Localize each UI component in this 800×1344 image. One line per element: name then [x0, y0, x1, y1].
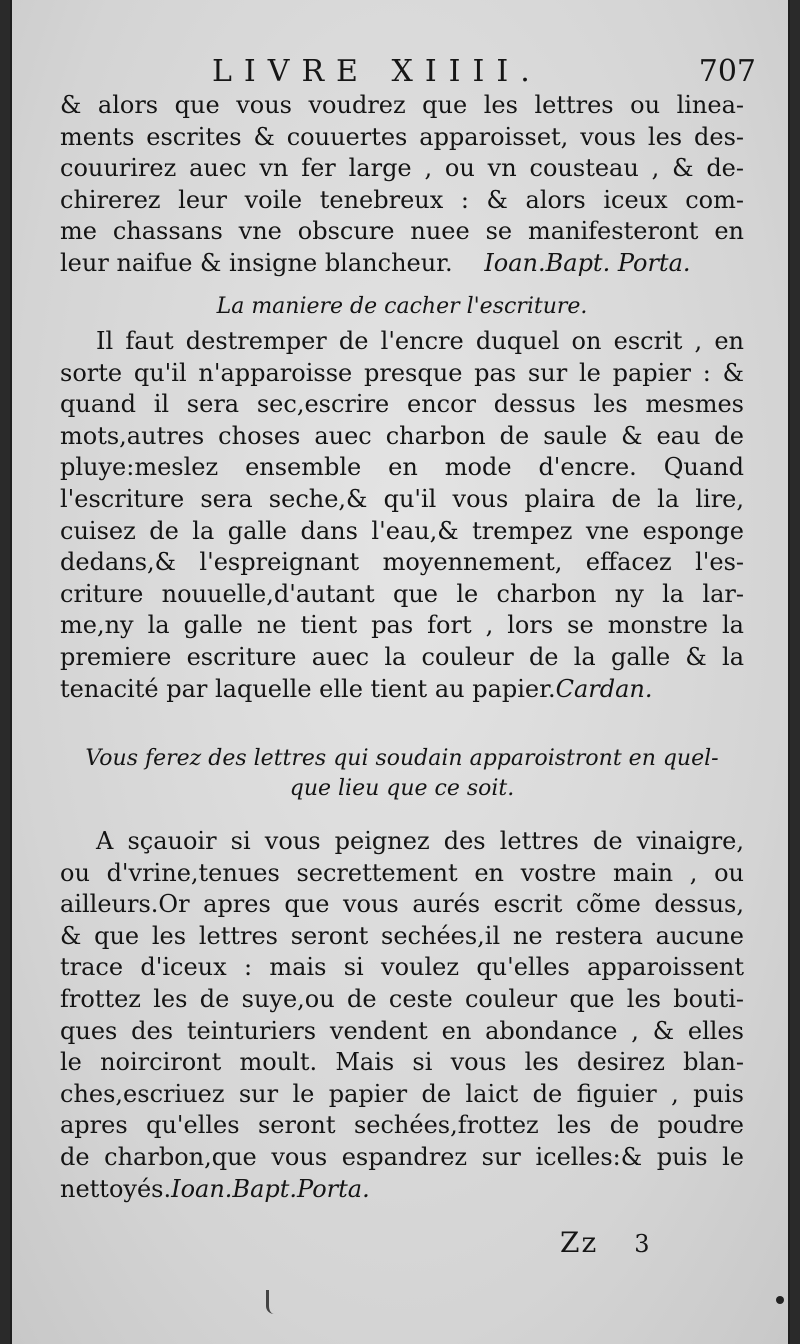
text-line: chirerez leur voile tenebreux : & alors iceux com-: [60, 185, 744, 214]
text-line: mots,autres choses auec charbon de saule & eau de: [60, 421, 744, 450]
paragraph-3: [60, 826, 744, 1205]
text-line: pluye:meslez ensemble en mode d'encre. Quand: [60, 453, 744, 482]
book-title: LIVRE XIIII.: [212, 54, 542, 89]
text-line: A sçauoir si vous peignez des lettres de vinaigre,: [96, 827, 744, 855]
paragraph-1: [60, 90, 744, 280]
citation: Ioan.Bapt. Porta.: [484, 248, 691, 277]
section-heading-1: [60, 292, 744, 322]
signature-number: 3: [634, 1230, 652, 1258]
citation: Ioan.Bapt.Porta.: [171, 1174, 370, 1203]
section-heading-2: [60, 744, 744, 804]
text-line: criture nouuelle,d'autant que le charbon ny la lar-: [60, 579, 744, 608]
citation: Cardan.: [555, 674, 653, 703]
text-fragment: leur naifue & insigne blancheur.: [60, 248, 453, 277]
text-line: [60, 674, 744, 706]
text-line: me,ny la galle ne tient pas fort , lors se monstre la: [60, 611, 744, 640]
text-line: dedans,& l'espreignant moyennement, effacez l'es-: [60, 548, 744, 577]
signature-mark: [560, 1226, 652, 1259]
heading-line: Vous ferez des lettres qui soudain apparoistront en quel-: [85, 746, 719, 771]
text-line: Il faut destremper de l'encre duquel on escrit , en: [96, 327, 744, 355]
text-fragment: nettoyés.: [60, 1174, 172, 1203]
text-line: apres qu'elles seront sechées,frottez les de poudre: [60, 1111, 744, 1140]
text-line: ou d'vrine,tenues secrettement en vostre main , ou: [60, 858, 744, 887]
book-page: [12, 0, 788, 1344]
heading-line: que lieu que ce soit.: [289, 776, 515, 801]
text-line: sorte qu'il n'apparoisse presque pas sur le papier : &: [60, 358, 744, 387]
text-line: l'escriture sera seche,& qu'il vous plaira de la lire,: [60, 484, 744, 513]
text-line: ailleurs.Or apres que vous aurés escrit cõme dessus,: [60, 890, 744, 919]
text-line: quand il sera sec,escrire encor dessus les mesmes: [60, 390, 744, 419]
text-line: & que les lettres seront sechées,il ne restera aucune: [60, 921, 744, 950]
text-line: ments escrites & couuertes apparoisset, vous les des-: [60, 122, 744, 151]
text-line: ques des teinturiers vendent en abondance , & elles: [60, 1016, 744, 1045]
text-line: ches,escriuez sur le papier de laict de figuier , puis: [60, 1079, 744, 1108]
text-line: [60, 1174, 744, 1206]
ink-stain: [266, 1290, 277, 1314]
signature-letters: Zz: [560, 1226, 599, 1259]
text-fragment: tenacité par laquelle elle tient au papier.: [60, 674, 556, 703]
page-number: 707: [698, 54, 756, 89]
text-line: & alors que vous voudrez que les lettres ou linea-: [60, 91, 744, 119]
text-line: frottez les de suye,ou de ceste couleur que les bouti-: [60, 984, 744, 1013]
text-line: premiere escriture auec la couleur de la galle & la: [60, 642, 744, 671]
text-line: me chassans vne obscure nuee se manifesteront en: [60, 217, 744, 246]
text-line: le noirciront moult. Mais si vous les desirez blan-: [60, 1048, 744, 1077]
page-edge-left: [0, 0, 10, 1344]
running-header: [12, 54, 788, 94]
text-line: de charbon,que vous espandrez sur icelles:& puis le: [60, 1142, 744, 1171]
text-line: couurirez auec vn fer large , ou vn cousteau , & de-: [60, 154, 744, 183]
ink-dot: [776, 1296, 784, 1304]
text-line: [60, 248, 744, 280]
page-edge-right: [790, 0, 800, 1344]
paragraph-2: [60, 326, 744, 705]
text-line: cuisez de la galle dans l'eau,& trempez vne esponge: [60, 516, 744, 545]
text-line: trace d'iceux : mais si voulez qu'elles apparoissent: [60, 953, 744, 982]
heading-text: La maniere de cacher l'escriture.: [216, 294, 588, 319]
